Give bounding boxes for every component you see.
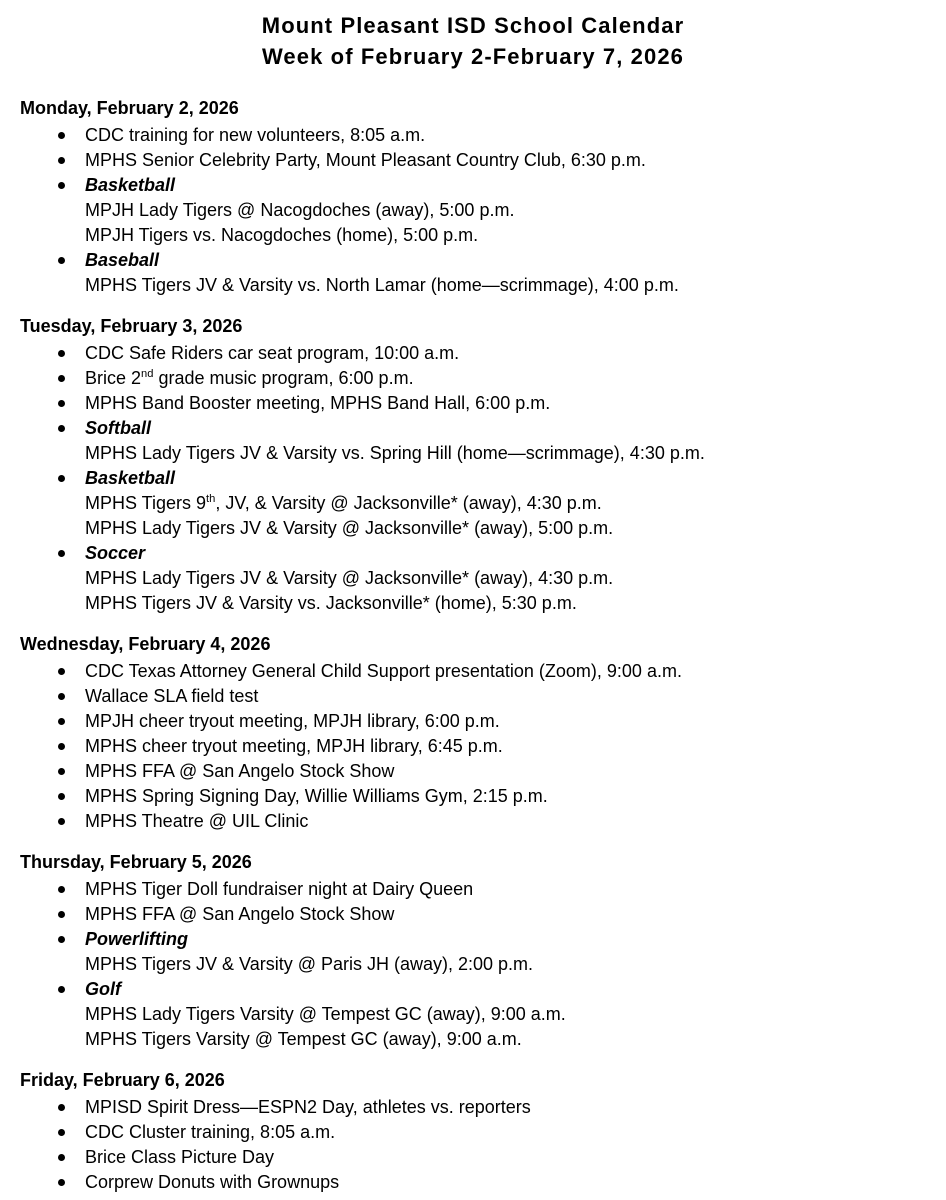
event-item: MPHS FFA @ San Angelo Stock Show: [20, 902, 926, 927]
bullet-icon: [58, 157, 65, 164]
bullet-icon: [58, 257, 65, 264]
event-detail-line: MPHS Tigers JV & Varsity vs. Jacksonville* (home), 5:30 p.m.: [85, 593, 577, 613]
sport-label: Baseball: [85, 250, 160, 270]
event-item: MPHS cheer tryout meeting, MPJH library, 6:45 p.m.: [20, 734, 926, 759]
event-detail-line: MPJH Lady Tigers @ Nacogdoches (away), 5:00 p.m.: [85, 200, 515, 220]
bullet-icon: [58, 132, 65, 139]
bullet-icon: [58, 886, 65, 893]
sport-label: Golf: [85, 979, 121, 999]
day-heading: Thursday, February 5, 2026: [20, 852, 252, 872]
bullet-icon: [58, 693, 65, 700]
bullet-icon: [58, 400, 65, 407]
sport-category-item: [20, 466, 926, 491]
day-section: [20, 1068, 926, 1195]
event-list: [20, 341, 926, 616]
bullet-icon: [58, 818, 65, 825]
bullet-icon: [58, 1104, 65, 1111]
ordinal-superscript: th: [206, 493, 216, 505]
event-detail-line: MPHS Tigers Varsity @ Tempest GC (away), 9:00 a.m.: [85, 1029, 522, 1049]
event-item: MPHS Tiger Doll fundraiser night at Dairy Queen: [20, 877, 926, 902]
day-section: [20, 96, 926, 298]
day-heading: Wednesday, February 4, 2026: [20, 634, 271, 654]
bullet-icon: [58, 793, 65, 800]
ordinal-superscript: nd: [141, 368, 154, 380]
event-item: MPHS Theatre @ UIL Clinic: [20, 809, 926, 834]
bullet-icon: [58, 375, 65, 382]
sport-category-item: [20, 541, 926, 566]
bullet-icon: [58, 1179, 65, 1186]
event-item: MPHS Spring Signing Day, Willie Williams Gym, 2:15 p.m.: [20, 784, 926, 809]
event-item: Corprew Donuts with Grownups: [20, 1170, 926, 1195]
event-item: CDC training for new volunteers, 8:05 a.m.: [20, 123, 926, 148]
event-item: Brice Class Picture Day: [20, 1145, 926, 1170]
event-item: CDC Cluster training, 8:05 a.m.: [20, 1120, 926, 1145]
day-section: [20, 632, 926, 834]
event-item: Brice 2nd grade music program, 6:00 p.m.: [20, 366, 926, 391]
bullet-icon: [58, 1154, 65, 1161]
title-line-1: Mount Pleasant ISD School Calendar: [261, 13, 685, 38]
bullet-icon: [58, 425, 65, 432]
day-section: [20, 314, 926, 616]
day-heading: Friday, February 6, 2026: [20, 1070, 225, 1090]
event-item: CDC Safe Riders car seat program, 10:00 a.m.: [20, 341, 926, 366]
event-detail-line: MPHS Lady Tigers JV & Varsity @ Jacksonville* (away), 4:30 p.m.: [85, 568, 614, 588]
bullet-icon: [58, 1129, 65, 1136]
bullet-icon: [58, 936, 65, 943]
day-heading: Monday, February 2, 2026: [20, 98, 239, 118]
sport-category-item: [20, 173, 926, 198]
event-detail-line: MPHS Tigers JV & Varsity @ Paris JH (away), 2:00 p.m.: [85, 954, 534, 974]
bullet-icon: [58, 475, 65, 482]
event-detail-line: MPHS Tigers 9th, JV, & Varsity @ Jacksonville* (away), 4:30 p.m.: [85, 493, 602, 513]
sport-label: Basketball: [85, 468, 176, 488]
event-detail-line: MPHS Lady Tigers JV & Varsity @ Jacksonville* (away), 5:00 p.m.: [85, 518, 614, 538]
bullet-icon: [58, 768, 65, 775]
sport-label: Basketball: [85, 175, 176, 195]
event-list: [20, 1095, 926, 1195]
calendar-days: [20, 96, 926, 1195]
bullet-icon: [58, 350, 65, 357]
event-detail-line: MPHS Lady Tigers JV & Varsity vs. Spring Hill (home—scrimmage), 4:30 p.m.: [85, 443, 705, 463]
event-item: CDC Texas Attorney General Child Support presentation (Zoom), 9:00 a.m.: [20, 659, 926, 684]
bullet-icon: [58, 986, 65, 993]
event-list: [20, 877, 926, 1052]
event-detail-line: MPHS Tigers JV & Varsity vs. North Lamar (home—scrimmage), 4:00 p.m.: [85, 275, 679, 295]
bullet-icon: [58, 668, 65, 675]
bullet-icon: [58, 743, 65, 750]
event-item: MPISD Spirit Dress—ESPN2 Day, athletes vs. reporters: [20, 1095, 926, 1120]
sport-category-item: [20, 927, 926, 952]
event-detail-line: MPJH Tigers vs. Nacogdoches (home), 5:00 p.m.: [85, 225, 479, 245]
sport-category-item: [20, 977, 926, 1002]
event-list: [20, 659, 926, 834]
day-heading: Tuesday, February 3, 2026: [20, 316, 243, 336]
event-item: MPHS FFA @ San Angelo Stock Show: [20, 759, 926, 784]
bullet-icon: [58, 182, 65, 189]
bullet-icon: [58, 550, 65, 557]
sport-label: Softball: [85, 418, 151, 438]
event-item: MPJH cheer tryout meeting, MPJH library, 6:00 p.m.: [20, 709, 926, 734]
sport-label: Powerlifting: [85, 929, 188, 949]
event-item: MPHS Band Booster meeting, MPHS Band Hall, 6:00 p.m.: [20, 391, 926, 416]
event-detail-line: MPHS Lady Tigers Varsity @ Tempest GC (away), 9:00 a.m.: [85, 1004, 566, 1024]
sport-category-item: [20, 248, 926, 273]
document-title: [20, 10, 926, 72]
bullet-icon: [58, 718, 65, 725]
event-item: Wallace SLA field test: [20, 684, 926, 709]
event-item: MPHS Senior Celebrity Party, Mount Pleasant Country Club, 6:30 p.m.: [20, 148, 926, 173]
sport-category-item: [20, 416, 926, 441]
event-list: [20, 123, 926, 298]
title-line-2: Week of February 2-February 7, 2026: [261, 44, 685, 69]
day-section: [20, 850, 926, 1052]
bullet-icon: [58, 911, 65, 918]
sport-label: Soccer: [85, 543, 146, 563]
